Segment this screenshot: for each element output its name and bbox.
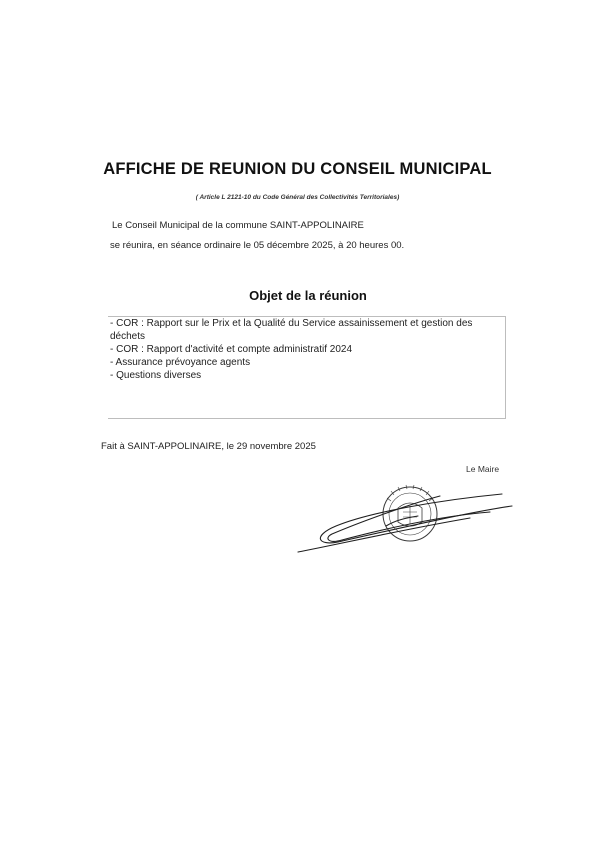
intro-line-commune: Le Conseil Municipal de la commune SAINT-APPOLINAIRE xyxy=(112,220,364,231)
agenda-list xyxy=(110,317,500,382)
signatory-title: Le Maire xyxy=(466,464,500,474)
agenda-item: - Assurance prévoyance agents xyxy=(110,357,251,368)
objet-heading: Objet de la réunion xyxy=(249,288,367,303)
agenda-item: - COR : Rapport d'activité et compte administratif 2024 xyxy=(110,344,353,355)
signature-and-seal xyxy=(290,478,520,558)
page-title: AFFICHE DE REUNION DU CONSEIL MUNICIPAL xyxy=(103,160,492,178)
legal-reference: ( Article L 2121-10 du Code Général des Collectivités Territoriales) xyxy=(195,194,400,201)
signature-strokes xyxy=(298,494,512,552)
intro-line-date: se réunira, en séance ordinaire le 05 décembre 2025, à 20 heures 00. xyxy=(110,240,405,251)
agenda-item: - COR : Rapport sur le Prix et la Qualité du Service assainissement et gestion des déchets xyxy=(110,318,473,342)
agenda-item: - Questions diverses xyxy=(110,370,202,381)
place-and-date: Fait à SAINT-APPOLINAIRE, le 29 novembre 2025 xyxy=(101,441,316,452)
